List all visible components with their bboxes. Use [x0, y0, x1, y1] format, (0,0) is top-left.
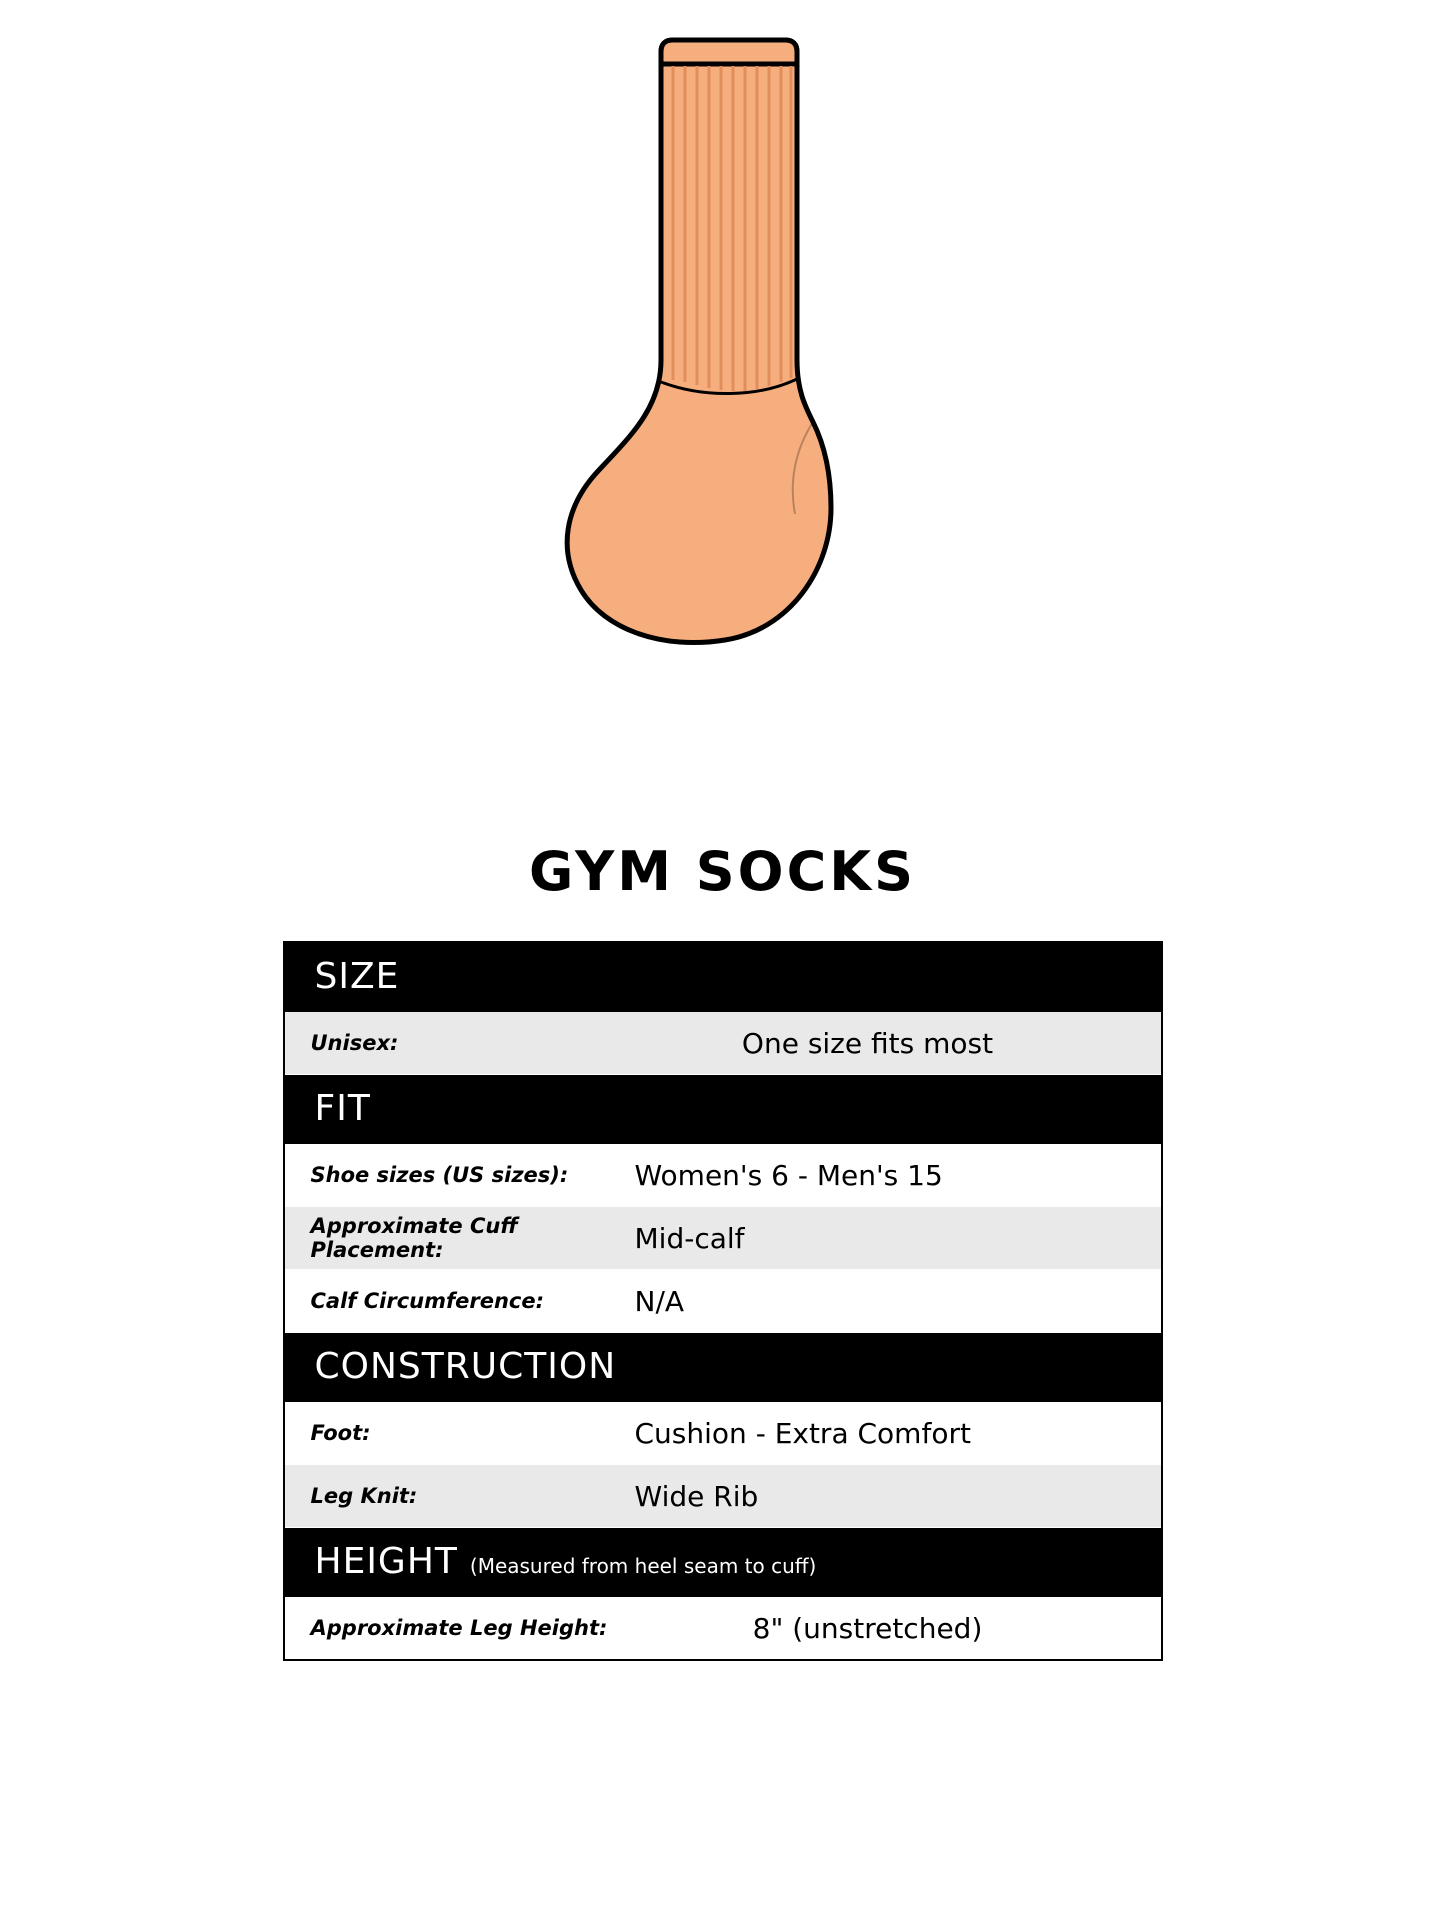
- spec-table: [283, 941, 1163, 1661]
- product-illustration: [0, 0, 1445, 830]
- section-header-size: [285, 943, 1161, 1012]
- row-value: 8" (unstretched): [752, 1611, 983, 1645]
- table-row: [285, 1144, 1161, 1207]
- section-title: HEIGHT: [314, 1541, 458, 1582]
- table-row: [285, 1270, 1161, 1333]
- row-label: Unisex:: [310, 1031, 399, 1055]
- row-label: Leg Knit:: [310, 1484, 418, 1508]
- table-row: [285, 1207, 1161, 1270]
- table-row: [285, 1012, 1161, 1075]
- row-value: Women's 6 - Men's 15: [634, 1158, 943, 1192]
- table-row: [285, 1402, 1161, 1465]
- section-header-height: [285, 1528, 1161, 1597]
- row-value: One size fits most: [741, 1026, 994, 1060]
- table-row: [285, 1597, 1161, 1659]
- row-value: Cushion - Extra Comfort: [634, 1416, 971, 1450]
- section-title: CONSTRUCTION: [314, 1346, 617, 1387]
- row-value: N/A: [634, 1284, 685, 1318]
- section-header-construction: [285, 1333, 1161, 1402]
- section-header-fit: [285, 1075, 1161, 1144]
- section-title: SIZE: [314, 956, 400, 997]
- section-note: (Measured from heel seam to cuff): [469, 1554, 817, 1578]
- crew-sock-icon: [513, 30, 933, 710]
- row-label: Shoe sizes (US sizes):: [310, 1163, 569, 1187]
- row-label: Approximate Cuff Placement:: [310, 1214, 518, 1262]
- row-label: Foot:: [310, 1421, 371, 1445]
- row-value: Mid-calf: [634, 1221, 745, 1255]
- row-label: Approximate Leg Height:: [310, 1616, 608, 1640]
- table-row: [285, 1465, 1161, 1528]
- page-title: GYM SOCKS: [529, 840, 916, 903]
- row-label: Calf Circumference:: [310, 1289, 544, 1313]
- row-value: Wide Rib: [634, 1479, 759, 1513]
- section-title: FIT: [314, 1088, 371, 1129]
